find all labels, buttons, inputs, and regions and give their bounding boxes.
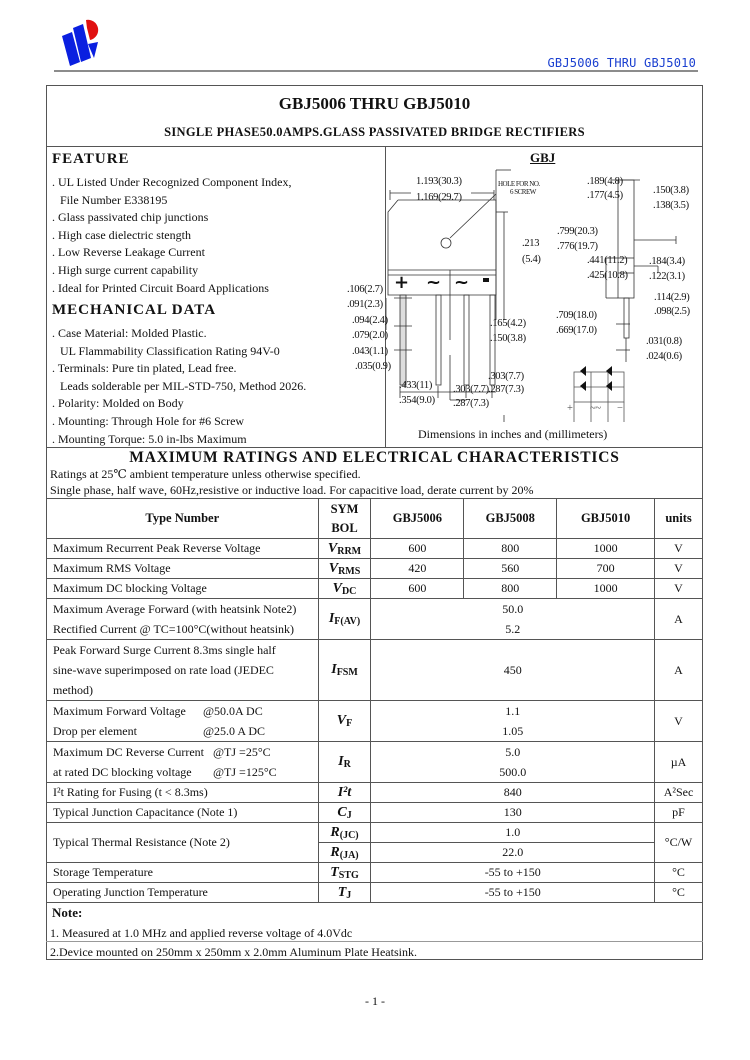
- table-row: $R_{(JA)}$ 22.0: [47, 843, 703, 863]
- schematic-label-plus: +: [567, 403, 573, 414]
- col-units: units: [655, 499, 703, 539]
- dim-label: .433(11): [399, 380, 433, 391]
- schematic-label-ac: ~~: [590, 403, 601, 414]
- mechanical-item: UL Flammability Classification Rating 94V-0: [60, 343, 280, 358]
- mechanical-item: Leads solderable per MIL-STD-750, Method 2026.: [60, 378, 307, 393]
- dim-label: .441(11.2): [587, 255, 628, 266]
- dim-label: .669(17.0): [556, 325, 597, 336]
- hole-label: HOLE FOR NO.: [498, 180, 540, 188]
- dim-label: .354(9.0): [399, 395, 435, 406]
- feature-item: File Number E338195: [60, 192, 168, 207]
- dim-label: .094(2.4): [352, 315, 388, 326]
- dim-label: .024(0.6): [646, 351, 682, 362]
- symbol: $I_{FSM}$: [318, 640, 371, 701]
- ratings-note: Single phase, half wave, 60Hz,resistive or inductive load. For capacitive load, derate current by 20%: [50, 483, 534, 497]
- symbol: $R_{(JA)}$: [318, 843, 371, 863]
- dim-label: .303(7.7): [453, 384, 489, 395]
- dim-label: (5.4): [522, 254, 541, 265]
- document-subtitle: SINGLE PHASE50.0AMPS.GLASS PASSIVATED BRIDGE RECTIFIERS: [164, 125, 585, 139]
- table-header-row: [47, 499, 703, 539]
- dim-label: .091(2.3): [347, 299, 383, 310]
- col-gbj5010: GBJ5010: [557, 499, 655, 539]
- dim-label: .138(3.5): [653, 200, 689, 211]
- symbol: $V_F$: [318, 701, 371, 742]
- symbol: $I_R$: [318, 742, 371, 783]
- dim-label: 1.169(29.7): [416, 192, 462, 203]
- dim-label: .776(19.7): [557, 241, 598, 252]
- dim-label: .287(7.3): [453, 398, 489, 409]
- svg-text:~: ~: [426, 272, 442, 293]
- dim-label: .799(20.3): [557, 226, 598, 237]
- mechanical-item: . Polarity: Molded on Body: [52, 396, 184, 411]
- dim-label: .031(0.8): [646, 336, 682, 347]
- note-1: 1. Measured at 1.0 MHz and applied reverse voltage of 4.0Vdc: [50, 926, 353, 940]
- mechanical-item: . Terminals: Pure tin plated, Lead free.: [52, 361, 237, 376]
- ratings-note: Ratings at 25℃ ambient temperature unless otherwise specified.: [50, 467, 361, 481]
- dim-label: .303(7.7): [488, 371, 524, 382]
- dim-label: .184(3.4): [649, 256, 685, 267]
- table-row: Storage Temperature $T_{STG}$ -55 to +150 °C: [47, 863, 703, 883]
- header-divider: [54, 70, 698, 72]
- table-row: Peak Forward Surge Current 8.3ms single half sine-wave superimposed on rate load (JEDEC method) $I_{FSM}$ 450 A: [47, 640, 703, 701]
- dim-label: .043(1.1): [352, 346, 388, 357]
- dim-label: .425(10.8): [587, 270, 628, 281]
- col-gbj5006: GBJ5006: [371, 499, 464, 539]
- dim-label: .114(2.9): [654, 292, 690, 303]
- feature-heading: FEATURE: [52, 151, 130, 167]
- divider: [46, 941, 703, 942]
- document-title: GBJ5006 THRU GBJ5010: [278, 94, 471, 113]
- dim-label: .106(2.7): [347, 284, 383, 295]
- dim-label: .035(0.9): [355, 361, 391, 372]
- dim-label: .150(3.8): [653, 185, 689, 196]
- dim-label: 1.193(30.3): [416, 176, 462, 187]
- pin-mark-plus: +: [394, 272, 410, 293]
- table-row: Maximum DC Reverse Current @TJ =25°C at rated DC blocking voltage @TJ =125°C $I_R$ 5.0 500.0 µA: [47, 742, 703, 783]
- notes-heading: Note:: [52, 905, 83, 920]
- feature-item: . Ideal for Printed Circuit Board Applications: [52, 280, 269, 295]
- symbol: $C_J$: [318, 803, 371, 823]
- table-row: Operating Junction Temperature $T_J$ -55 to +150 °C: [47, 883, 703, 903]
- symbol: $V_{RMS}$: [318, 559, 371, 579]
- schematic-label-minus: −: [617, 403, 623, 414]
- dim-label: .709(18.0): [556, 310, 597, 321]
- symbol: $V_{RRM}$: [318, 539, 371, 559]
- feature-item: . Low Reverse Leakage Current: [52, 245, 205, 260]
- symbol: $V_{DC}$: [318, 579, 371, 599]
- mechanical-item: . Mounting: Through Hole for #6 Screw: [52, 413, 245, 428]
- symbol: $T_{STG}$: [318, 863, 371, 883]
- dim-label: .177(4.5): [587, 190, 623, 201]
- feature-item: . Glass passivated chip junctions: [52, 210, 209, 225]
- dim-label: .150(3.8): [490, 333, 526, 344]
- col-type-number: Type Number: [47, 499, 319, 539]
- dim-label: .165(4.2): [490, 318, 526, 329]
- table-row: Maximum Average Forward (with heatsink Note2) Rectified Current @ TC=100°C(without heatsink) $I_{F(AV)}$ 50.0 5.2 A: [47, 599, 703, 640]
- dim-label: .189(4.8): [587, 176, 623, 187]
- dim-label: .098(2.5): [654, 306, 690, 317]
- table-row: Typical Junction Capacitance (Note 1) $C_J$ 130 pF: [47, 803, 703, 823]
- col-gbj5008: GBJ5008: [464, 499, 557, 539]
- ratings-heading: MAXIMUM RATINGS AND ELECTRICAL CHARACTERISTICS: [129, 449, 620, 466]
- feature-item: . UL Listed Under Recognized Component Index,: [52, 175, 292, 189]
- dimensions-caption: Dimensions in inches and (millimeters): [418, 427, 608, 441]
- symbol: $I_{F(AV)}$: [318, 599, 371, 640]
- dim-label: .287(7.3): [488, 384, 524, 395]
- company-logo-icon: [60, 14, 102, 66]
- table-row: Maximum Forward Voltage @50.0A DC Drop per element @25.0 A DC $V_F$ 1.1 1.05 V: [47, 701, 703, 742]
- table-row: Typical Thermal Resistance (Note 2) $R_{(JC)}$ 1.0 °C/W: [47, 823, 703, 843]
- symbol: $R_{(JC)}$: [318, 823, 371, 843]
- table-row: Maximum DC blocking Voltage $V_{DC}$ 600 800 1000 V: [47, 579, 703, 599]
- mechanical-list: [52, 325, 306, 448]
- note-2: 2.Device mounted on 250mm x 250mm x 2.0mm Aluminum Plate Heatsink.: [50, 945, 417, 959]
- feature-item: . High case dielectric stength: [52, 227, 191, 242]
- divider: [46, 146, 703, 147]
- symbol: I²t: [318, 783, 371, 803]
- dim-label: .213: [522, 238, 540, 249]
- svg-text:~: ~: [454, 272, 470, 293]
- table-row: Maximum Recurrent Peak Reverse Voltage $V_{RRM}$ 600 800 1000 V: [47, 539, 703, 559]
- mechanical-item: . Case Material: Molded Plastic.: [52, 326, 207, 340]
- header-part-range: GBJ5006 THRU GBJ5010: [547, 56, 696, 70]
- col-symbol: SYM BOL: [318, 499, 371, 539]
- symbol: $T_J$: [318, 883, 371, 903]
- hole-label: 6 SCREW: [510, 188, 536, 196]
- feature-item: . High surge current capability: [52, 262, 199, 277]
- feature-list: [52, 174, 292, 297]
- dim-label: .079(2.0): [352, 330, 388, 341]
- table-row: Maximum RMS Voltage $V_{RMS}$ 420 560 700 V: [47, 559, 703, 579]
- mechanical-item: . Mounting Torque: 5.0 in-lbs Maximum: [52, 431, 247, 446]
- table-row: I²t Rating for Fusing (t < 8.3ms) I²t 840 A²Sec: [47, 783, 703, 803]
- ratings-table: [46, 498, 703, 903]
- mechanical-heading: MECHANICAL DATA: [52, 302, 217, 318]
- page-number: - 1 -: [365, 994, 385, 1008]
- dim-label: .122(3.1): [649, 271, 685, 282]
- package-heading: GBJ: [530, 150, 556, 165]
